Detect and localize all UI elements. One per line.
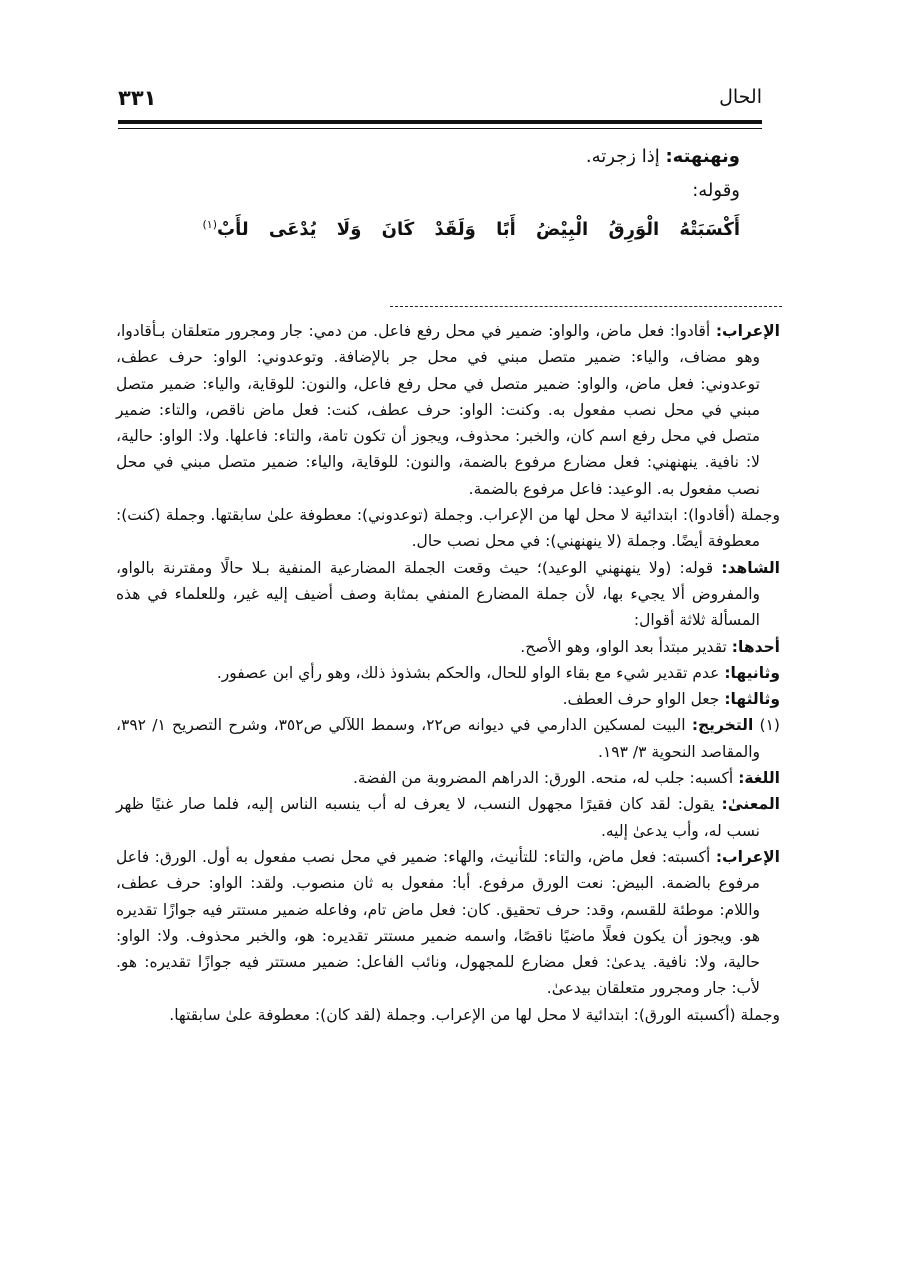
main-line-1 — [140, 140, 740, 174]
note-second-opinion — [116, 660, 780, 686]
note-label: وثالثها: — [724, 690, 780, 709]
header-rule-thick — [118, 120, 762, 124]
note-text: تقدير مبتدأ بعد الواو، وهو الأصح. — [520, 637, 727, 656]
note-irab-1 — [116, 318, 780, 502]
note-lugha — [116, 765, 780, 791]
note-takhrij — [116, 712, 780, 765]
note-text: البيت لمسكين الدارمي في ديوانه ص٢٢، وسمط اللآلي ص٣٥٢، وشرح التصريح ١/ ٣٩٢، والمقاصد النحوية ٣/ ١٩٣. — [116, 716, 760, 761]
chapter-title: الحال — [719, 86, 762, 108]
poetry-verse — [140, 208, 740, 247]
note-text: أكسبته: فعل ماض، والتاء: للتأنيث، والهاء: ضمير في محل نصب مفعول به أول. الورق: فاعل مرفوع بالضمة. البيض: نعت الورق مرفوع. أبا: مفعول به ثان منصوب. ولقد: الواو: حرف عطف، واللام: موطئة للقسم، وقد: حرف تحقيق. كان: فعل ماض تام، وفاعله ضمير مستتر فيه جوازًا تقديره هو. ويجوز أن يكون فعلًا ماضيًا ناقصًا، واسمه ضمير مستتر تقديره: هو، والخبر محذوف. ولا: الواو: حالية، ولا: نافية. يدعىٰ: فعل مضارع للمجهول، ونائب الفاعل: ضمير مستتر فيه جوازًا تقديره: هو. لأب: جار ومجرور متعلقان بيدعىٰ. — [116, 847, 760, 998]
note-third-opinion — [116, 686, 780, 712]
note-label: أحدها: — [731, 637, 780, 656]
page-number: ٣٣١ — [118, 86, 157, 110]
note-text: أكسبه: جلب له، منحه. الورق: الدراهم المضروبة من الفضة. — [352, 769, 734, 788]
note-first-opinion — [116, 634, 780, 660]
note-label: الإعراب: — [715, 847, 780, 866]
page-header — [118, 86, 762, 116]
note-text: عدم تقدير شيء مع بقاء الواو للحال، والحكم بشذوذ ذلك، وهو رأي ابن عصفور. — [216, 663, 720, 682]
note-label: الشاهد: — [721, 558, 780, 577]
note-text: يقول: لقد كان فقيرًا مجهول النسب، لا يعرف له أب ينسبه الناس إليه، فلما صار غنيًا ظهر نسب له، وأب يدعىٰ إليه. — [116, 795, 760, 840]
footnote-separator — [390, 306, 782, 307]
note-jumla-1: وجملة (أقادوا): ابتدائية لا محل لها من الإعراب. وجملة (توعدوني): معطوفة علىٰ سابقتها. وجملة (كنت): معطوفة أيضًا. وجملة (لا ينهنهني): في محل نصب حال. — [116, 506, 780, 551]
note-text: جعل الواو حرف العطف. — [562, 690, 720, 709]
verse-text: أَكْسَبَتْهُ الْوَرِقُ الْبِيْضُ أَبًا وَلَقَدْ كَانَ وَلَا يُدْعَى لأَبْ — [217, 219, 740, 240]
note-jumla-2: وجملة (أكسبته الورق): ابتدائية لا محل لها من الإعراب. وجملة (لقد كان): معطوفة علىٰ سابقتها. — [169, 1005, 780, 1024]
header-rule-thin — [118, 128, 762, 129]
footnotes — [116, 318, 780, 1028]
footnote-number: (١) — [759, 716, 780, 735]
note-irab-2 — [116, 844, 780, 1002]
note-maana — [116, 791, 780, 844]
footnote-marker: (١) — [202, 218, 217, 231]
note-shahid — [116, 555, 780, 634]
note-text: أقادوا: فعل ماض، والواو: ضمير في محل رفع فاعل. من دمي: جار ومجرور متعلقان بـأقادوا، وهو مضاف، والياء: ضمير متصل مبني في محل جر بالإضافة. وتوعدوني: الواو: حرف عطف، توعدوني: فعل ماض، والواو: ضمير متصل في محل رفع فاعل، والنون: للوقاية، والياء: ضمير متصل مبني في محل نصب مفعول به. وكنت: الواو: حرف عطف، كنت: فعل ماض ناقص، والتاء: ضمير متصل في محل رفع اسم كان، والخبر: محذوف، ويجوز أن تكون تامة، والتاء: فاعلها. ولا: الواو: حالية، لا: نافية. ينهنهني: فعل مضارع مرفوع بالضمة، والنون: للوقاية، والياء: ضمير متصل مبني في محل نصب مفعول به. الوعيد: فاعل مرفوع بالضمة. — [116, 322, 760, 498]
note-label: المعنىٰ: — [721, 795, 780, 814]
main-text — [140, 140, 740, 247]
main-line-2: وقوله: — [692, 180, 740, 201]
term-definition: إذا زجرته. — [585, 146, 660, 167]
note-label: الإعراب: — [715, 322, 780, 340]
note-label: التخريج: — [691, 716, 754, 735]
note-label: وثانيها: — [724, 663, 780, 682]
term-nahnahtuhu: ونهنهته: — [665, 146, 740, 167]
note-text: قوله: (ولا ينهنهني الوعيد)؛ حيث وقعت الجملة المضارعية المنفية بـلا حالًا ومقترنة بالواو، والمفروض ألا يجيء بها، لأن جملة المضارع المنفي بمثابة وصف أضيف إليه غير، وللعلماء في هذه المسألة ثلاثة أقوال: — [116, 558, 760, 630]
note-label: اللغة: — [738, 769, 780, 788]
